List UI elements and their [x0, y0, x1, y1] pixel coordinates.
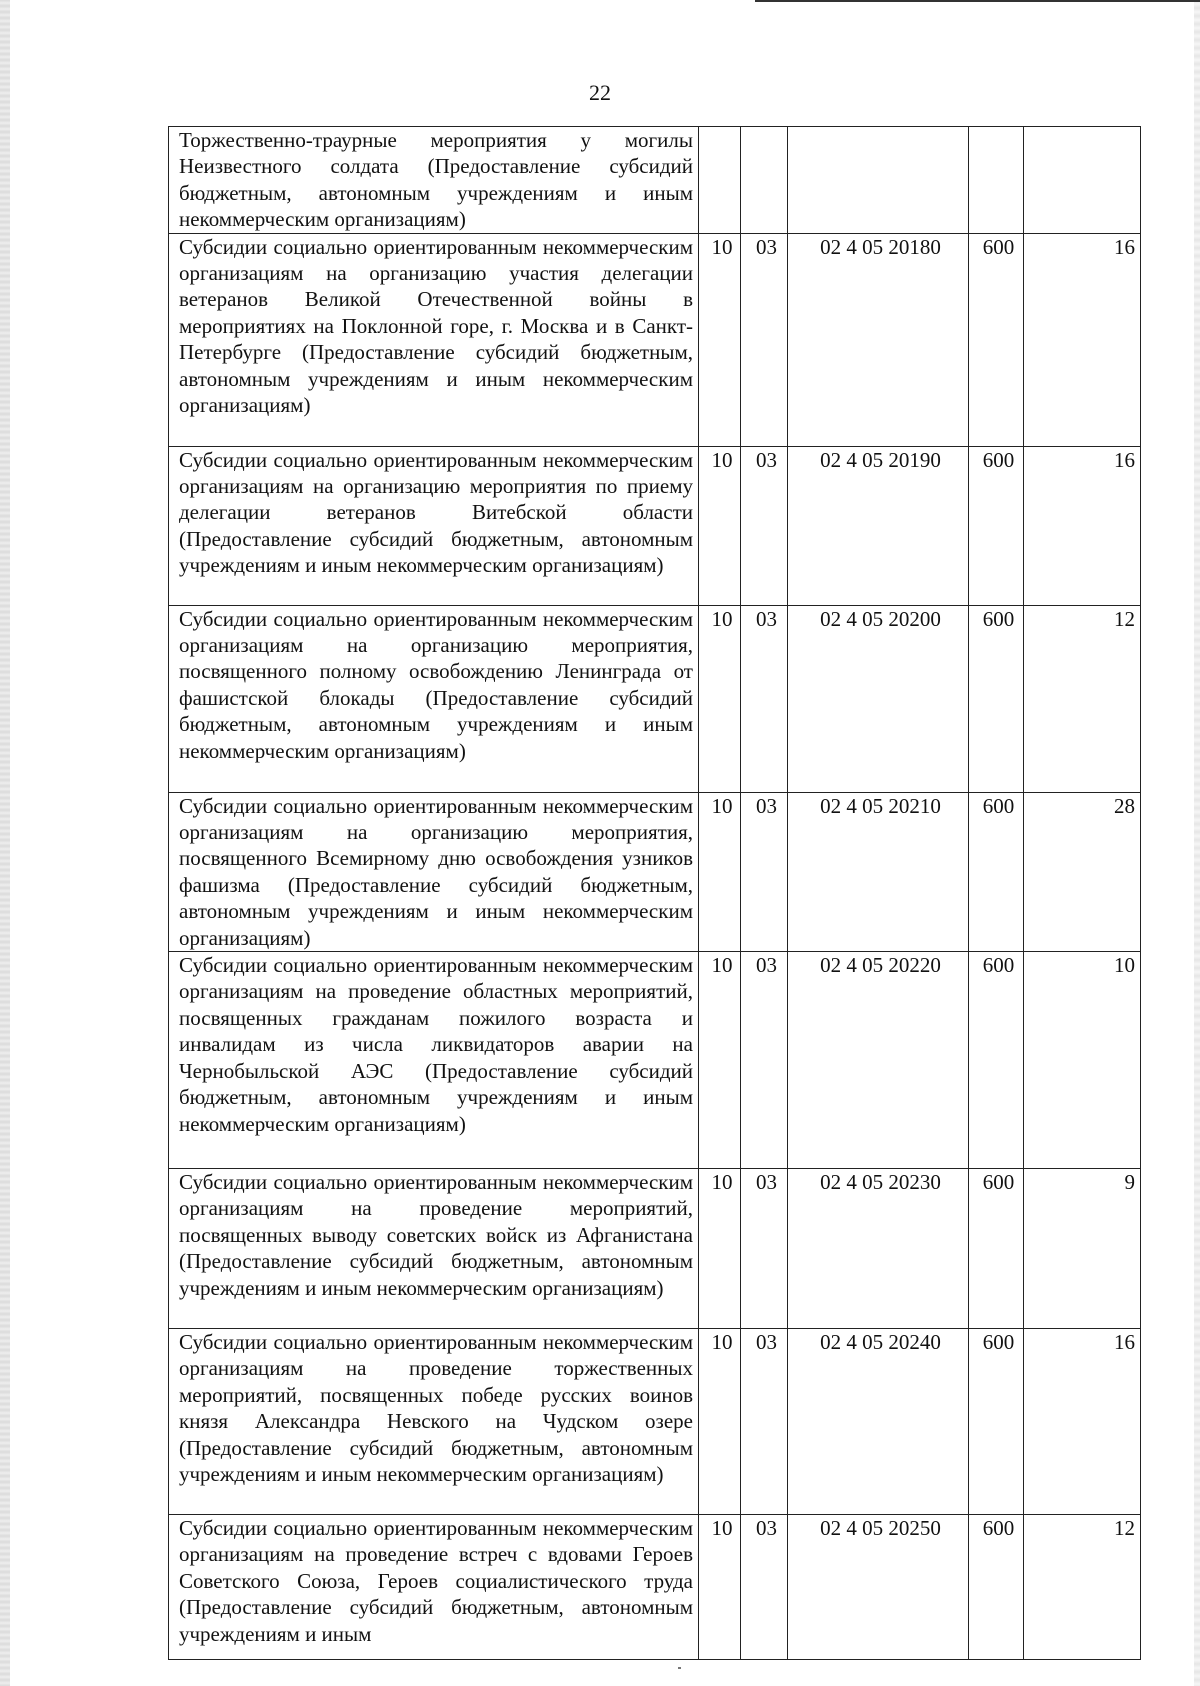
table-row — [169, 1169, 1141, 1329]
scan-line-top — [755, 0, 1200, 2]
row-expense-type: 600 — [969, 952, 1024, 1169]
row-expense-type: 600 — [969, 792, 1024, 951]
row-description: Субсидии социально ориентированным некоммерческим организациям на проведение встреч с вдовами Героев Советского Союза, Героев социалистического труда (Предоставление субсидий бюджетным, автономным учреждениям и иным — [169, 1515, 699, 1660]
row-subsection: 03 — [741, 605, 788, 792]
row-expense-type — [969, 127, 1024, 234]
table-row — [169, 952, 1141, 1169]
row-section: 10 — [699, 1515, 741, 1660]
table-row — [169, 1329, 1141, 1515]
table-row — [169, 1515, 1141, 1660]
table-row — [169, 233, 1141, 446]
budget-table — [168, 126, 1141, 1660]
row-target-code — [788, 127, 969, 234]
row-subsection: 03 — [741, 792, 788, 951]
row-section: 10 — [699, 233, 741, 446]
row-description: Субсидии социально ориентированным некоммерческим организациям на проведение областных мероприятий, посвященных гражданам пожилого возраста и инвалидам из числа ликвидаторов аварии на Чернобыльской АЭС (Предоставление субсидий бюджетным, автономным учреждениям и иным некоммерческим организациям) — [169, 952, 699, 1169]
row-expense-type: 600 — [969, 1169, 1024, 1329]
row-subsection: 03 — [741, 1515, 788, 1660]
row-target-code: 02 4 05 20180 — [788, 233, 969, 446]
page-number: 22 — [589, 80, 611, 105]
row-target-code: 02 4 05 20230 — [788, 1169, 969, 1329]
row-amount: 16 — [1024, 446, 1141, 605]
row-target-code: 02 4 05 20240 — [788, 1329, 969, 1515]
scan-edge-left — [0, 0, 10, 1686]
row-subsection — [741, 127, 788, 234]
row-target-code: 02 4 05 20250 — [788, 1515, 969, 1660]
row-description: Торжественно-траурные мероприятия у могилы Неизвестного солдата (Предоставление субсидий бюджетным, автономным учреждениям и иным некоммерческим организациям) — [169, 127, 699, 234]
row-amount: 10 — [1024, 952, 1141, 1169]
row-section: 10 — [699, 605, 741, 792]
table-row — [169, 605, 1141, 792]
row-amount — [1024, 127, 1141, 234]
row-amount: 28 — [1024, 792, 1141, 951]
row-description: Субсидии социально ориентированным некоммерческим организациям на проведение торжественных мероприятий, посвященных победе русских воинов князя Александра Невского на Чудском озере (Предоставление субсидий бюджетным, автономным учреждениям и иным некоммерческим организациям) — [169, 1329, 699, 1515]
row-target-code: 02 4 05 20220 — [788, 952, 969, 1169]
row-description: Субсидии социально ориентированным некоммерческим организациям на организацию мероприятия, посвященного Всемирному дню освобождения узников фашизма (Предоставление субсидий бюджетным, автономным учреждениям и иным некоммерческим организациям) — [169, 792, 699, 951]
row-amount: 12 — [1024, 1515, 1141, 1660]
row-subsection: 03 — [741, 1169, 788, 1329]
row-expense-type: 600 — [969, 233, 1024, 446]
scan-dot — [678, 1667, 681, 1669]
row-expense-type: 600 — [969, 605, 1024, 792]
row-expense-type: 600 — [969, 446, 1024, 605]
row-amount: 12 — [1024, 605, 1141, 792]
row-target-code: 02 4 05 20200 — [788, 605, 969, 792]
row-section: 10 — [699, 792, 741, 951]
row-section: 10 — [699, 446, 741, 605]
row-subsection: 03 — [741, 446, 788, 605]
table-row — [169, 446, 1141, 605]
row-description: Субсидии социально ориентированным некоммерческим организациям на организацию мероприятия по приему делегации ветеранов Витебской области (Предоставление субсидий бюджетным, автономным учреждениям и иным некоммерческим организациям) — [169, 446, 699, 605]
row-section: 10 — [699, 1169, 741, 1329]
row-target-code: 02 4 05 20210 — [788, 792, 969, 951]
row-expense-type: 600 — [969, 1329, 1024, 1515]
row-amount: 16 — [1024, 233, 1141, 446]
row-amount: 16 — [1024, 1329, 1141, 1515]
table-row — [169, 792, 1141, 951]
row-subsection: 03 — [741, 952, 788, 1169]
row-amount: 9 — [1024, 1169, 1141, 1329]
row-description: Субсидии социально ориентированным некоммерческим организациям на организацию мероприятия, посвященного полному освобождению Ленинграда от фашистской блокады (Предоставление субсидий бюджетным, автономным учреждениям и иным некоммерческим организациям) — [169, 605, 699, 792]
row-section: 10 — [699, 1329, 741, 1515]
scan-edge-right — [1194, 0, 1200, 1686]
row-subsection: 03 — [741, 1329, 788, 1515]
row-description: Субсидии социально ориентированным некоммерческим организациям на организацию участия делегации ветеранов Великой Отечественной войны в мероприятиях на Поклонной горе, г. Москва и в Санкт-Петербурге (Предоставление субсидий бюджетным, автономным учреждениям и иным некоммерческим организациям) — [169, 233, 699, 446]
row-expense-type: 600 — [969, 1515, 1024, 1660]
row-subsection: 03 — [741, 233, 788, 446]
row-section — [699, 127, 741, 234]
table-row — [169, 127, 1141, 234]
row-description: Субсидии социально ориентированным некоммерческим организациям на проведение мероприятий, посвященных выводу советских войск из Афганистана (Предоставление субсидий бюджетным, автономным учреждениям и иным некоммерческим организациям) — [169, 1169, 699, 1329]
row-target-code: 02 4 05 20190 — [788, 446, 969, 605]
row-section: 10 — [699, 952, 741, 1169]
